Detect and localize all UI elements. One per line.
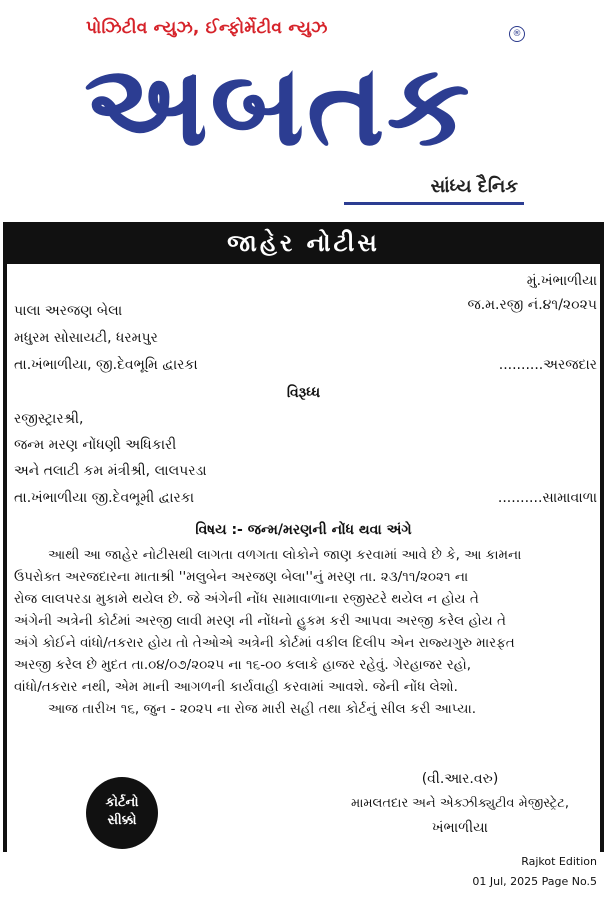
- signatory-title: મામલતદાર અને એક્ઝીક્યુટીવ મેજીસ્ટ્રેટ,: [351, 796, 569, 811]
- applicant-line: પાલા અરજણ બેલા: [14, 303, 123, 319]
- seal-line: કોર્ટનો: [105, 795, 139, 810]
- court-seal: [86, 777, 158, 849]
- applicant-line: મધુરમ સોસાયટી, ધરમપુર: [14, 330, 158, 346]
- body-line: અંગે કોઈને વાંધો/તકરાર હોય તો તેઓએ અત્રેની કોર્ટમાં વકીલ દિલીપ એન રાજ્યગુરુ મારફત: [14, 635, 515, 651]
- masthead: [0, 0, 607, 215]
- respondent-line: જન્મ મરણ નોંધણી અધિકારી: [14, 437, 177, 453]
- applicant-role: ..........અરજદાર: [498, 357, 597, 373]
- respondent-line: તા.ખંભાળીયા જી.દેવભૂમી દ્વારકા: [14, 490, 195, 506]
- seal-line: સીક્કો: [107, 813, 137, 828]
- signatory-place: ખંભાળીયા: [432, 820, 488, 836]
- newspaper-logo: અબતક: [84, 41, 472, 171]
- body-line: આથી આ જાહેર નોટીસથી લાગતા વળગતા લોકોને જાણ કરવામાં આવે છે કે, આ કામના: [48, 547, 522, 563]
- registered-mark-icon: ®: [509, 26, 525, 42]
- notice-place: મું.ખંભાળીયા: [526, 273, 597, 289]
- case-number: જ.મ.રજી નં.૪૧/૨૦૨૫: [467, 297, 597, 313]
- notice-body: [14, 544, 598, 720]
- body-line: ઉપરોક્ત અરજદારના માતાશ્રી ''મલુબેન અરજણ બેલા''નું મરણ તા. ૨૩/૧૧/૨૦૨૧ ના: [14, 569, 469, 585]
- body-line: રોજ લાલપરડા મુકામે થયેલ છે. જે અંગેની નોંધ સામાવાળાના રજીસ્ટરે થયેલ ન હોય તે: [14, 591, 479, 607]
- respondent-role: ..........સામાવાળા: [497, 490, 597, 506]
- respondent-line: રજીસ્ટ્રારશ્રી,: [14, 411, 84, 427]
- signatory-initials: (વી.આર.વરુ): [421, 771, 499, 787]
- edition-label: સાંધ્ય દૈનિક: [430, 176, 518, 197]
- versus-heading: વિરૂધ્ધ: [286, 385, 321, 401]
- notice-subject: વિષય :- જન્મ/મરણની નોંધ થવા અંગે: [195, 522, 412, 538]
- body-line: અરજી કરેલ છે મુદત તા.૦૪/૦૭/૨૦૨૫ ના ૧૬-૦૦ કલાકે હાજર રહેવું. ગેરહાજર રહો,: [14, 657, 472, 673]
- body-line: આજ તારીખ ૧૬, જુન - ૨૦૨૫ ના રોજ મારી સહી તથા કોર્ટનું સીલ કરી આપ્યા.: [48, 701, 477, 717]
- masthead-tagline: પોઝિટીવ ન્યુઝ, ઈન્ફોર્મેટીવ ન્યુઝ: [86, 18, 328, 38]
- footer-edition: Rajkot Edition: [521, 855, 597, 868]
- body-line: અંગેની અત્રેની કોર્ટમાં અરજી લાવી મરણ ની નોંધનો હુકમ કરી આપવા અરજી કરેલ હોય તે: [14, 613, 506, 629]
- edition-rule: [344, 176, 524, 205]
- respondent-line: અને તલાટી કમ મંત્રીશ્રી, લાલપરડા: [14, 463, 207, 479]
- body-line: વાંધો/તકરાર નથી, એમ માની આગળની કાર્યવાહી કરવામાં આવશે. જેની નોંધ લેશો.: [14, 679, 458, 695]
- footer-date-page: 01 Jul, 2025 Page No.5: [472, 875, 597, 888]
- applicant-line: તા.ખંભાળીયા, જી.દેવભૂમિ દ્વારકા: [14, 357, 198, 373]
- notice-title: જાહેર નોટીસ: [3, 222, 604, 264]
